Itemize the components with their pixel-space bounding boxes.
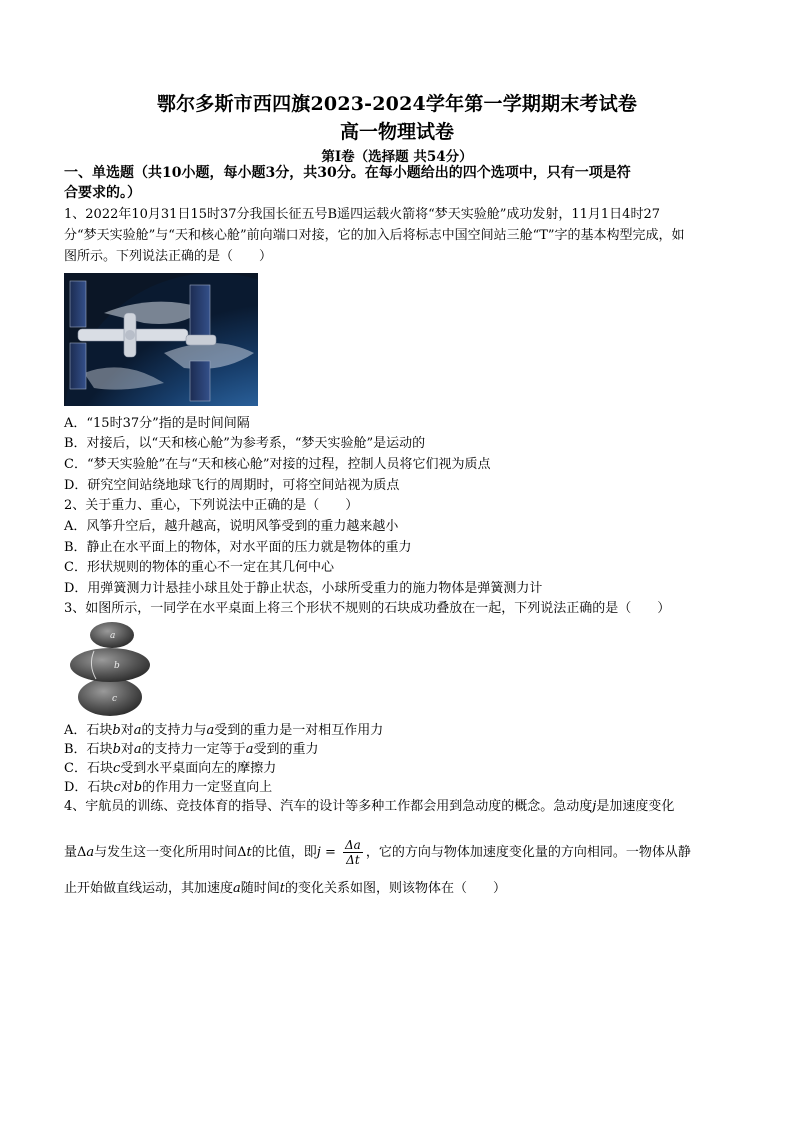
text-run: 的变化关系如图，则该物体在（ ） <box>285 881 507 896</box>
text-run: 受到的重力是一对相互作用力 <box>214 723 384 738</box>
q2-stem: 2、关于重力、重心，下列说法中正确的是（ ） <box>64 498 359 513</box>
stone-label-a: a <box>110 631 116 641</box>
fraction-numerator: Δa <box>345 838 361 852</box>
text-run: 受到的重力 <box>253 742 319 757</box>
var-t: t <box>246 845 252 860</box>
space-station-image <box>64 273 258 406</box>
var-c: c <box>112 761 121 776</box>
var-b: b <box>133 780 143 795</box>
q1-stem-line2: 分“梦天实验舱”与“天和核心舱”前向端口对接，它的加入后将标志中国空间站三舱“T”字的基本构型完成，如 <box>64 228 685 243</box>
q1-option-b: B．对接后，以“天和核心舱”为参考系，“梦天实验舱”是运动的 <box>64 436 426 451</box>
text-run: ，它的方向与物体加速度变化量的方向相同。一物体从静 <box>365 845 691 860</box>
var-a: a <box>206 723 215 738</box>
text-run: 量Δ <box>64 845 87 860</box>
equals-sign: = <box>320 845 340 860</box>
q1-option-d: D．研究空间站绕地球飞行的周期时，可将空间站视为质点 <box>64 478 400 493</box>
text-run: B．石块 <box>64 742 113 757</box>
exam-subtitle: 高一物理试卷 <box>339 121 454 143</box>
text-run: 的比值，即 <box>251 845 317 860</box>
q3-option-b <box>64 741 318 759</box>
stacked-stones-image <box>66 619 152 717</box>
q1-stem-line1: 1、2022年10月31日15时37分我国长征五号B遥四运载火箭将“梦天实验舱”成功发射，11月1日4时27 <box>64 207 660 222</box>
text-run: C．石块 <box>64 761 113 776</box>
text-run: 止开始做直线运动，其加速度 <box>64 881 234 896</box>
part-heading: 第Ⅰ卷（选择题 共54分） <box>321 149 473 165</box>
text-run: 随时间 <box>240 881 280 896</box>
text-run: 对 <box>120 780 134 795</box>
stone-label-c: c <box>112 694 118 704</box>
q1-stem-line3: 图所示。下列说法正确的是（ ） <box>64 249 273 264</box>
jerk-fraction <box>343 838 363 867</box>
q3-option-a <box>64 722 383 740</box>
var-a: a <box>133 742 142 757</box>
text-run: A．石块 <box>64 723 113 738</box>
var-t: t <box>279 881 286 896</box>
q4-stem-line2 <box>64 838 691 867</box>
text-run: 对 <box>120 742 134 757</box>
section-heading-line1: 一、单选题（共10小题，每小题3分，共30分。在每小题给出的四个选项中，只有一项是符 <box>64 165 631 181</box>
var-a: a <box>233 881 241 896</box>
q1-option-a: A．“15时37分”指的是时间间隔 <box>64 416 250 431</box>
var-a: a <box>245 742 254 757</box>
q4-stem-line3 <box>64 880 506 898</box>
var-a: a <box>133 723 142 738</box>
q2-option-a: A．风筝升空后，越升越高，说明风筝受到的重力越来越小 <box>64 519 399 534</box>
var-b: b <box>112 723 121 738</box>
q3-option-d <box>64 779 272 797</box>
var-c: c <box>113 780 121 795</box>
var-j: j <box>316 845 321 860</box>
q3-option-c <box>64 760 276 778</box>
q4-stem-line1 <box>64 798 674 816</box>
section-heading <box>64 163 734 203</box>
stone-label-b: b <box>114 661 120 671</box>
q3-stem: 3、如图所示，一同学在水平桌面上将三个形状不规则的石块成功叠放在一起，下列说法正确的是（ ） <box>64 601 671 616</box>
text-run: 是加速度变化 <box>596 799 675 814</box>
q2-option-d: D．用弹簧测力计悬挂小球且处于静止状态，小球所受重力的施力物体是弹簧测力计 <box>64 581 543 596</box>
text-run: 4、宇航员的训练、竞技体育的指导、汽车的设计等多种工作都会用到急动度的概念。急动度 <box>64 799 593 814</box>
q1-option-c: C．“梦天实验舱”在与“天和核心舱”对接的过程，控制人员将它们视为质点 <box>64 457 491 472</box>
text-run: D．石块 <box>64 780 114 795</box>
q2-option-b: B．静止在水平面上的物体，对水平面的压力就是物体的重力 <box>64 540 412 555</box>
q2-option-c: C．形状规则的物体的重心不一定在其几何中心 <box>64 560 334 575</box>
section-heading-line2: 合要求的。） <box>64 185 141 201</box>
text-run: 对 <box>120 723 134 738</box>
text-run: 受到水平桌面向左的摩擦力 <box>120 761 277 776</box>
fraction-denominator: Δt <box>346 853 360 867</box>
exam-title: 鄂尔多斯市西四旗2023-2024学年第一学期期末考试卷 <box>156 93 638 115</box>
text-run: 的支持力与 <box>141 723 207 738</box>
text-run: 与发生这一变化所用时间Δ <box>94 845 247 860</box>
text-run: 的支持力一定等于 <box>141 742 246 757</box>
var-j: j <box>592 799 597 814</box>
text-run: 的作用力一定竖直向上 <box>142 780 273 795</box>
var-a: a <box>86 845 95 860</box>
var-b: b <box>112 742 121 757</box>
